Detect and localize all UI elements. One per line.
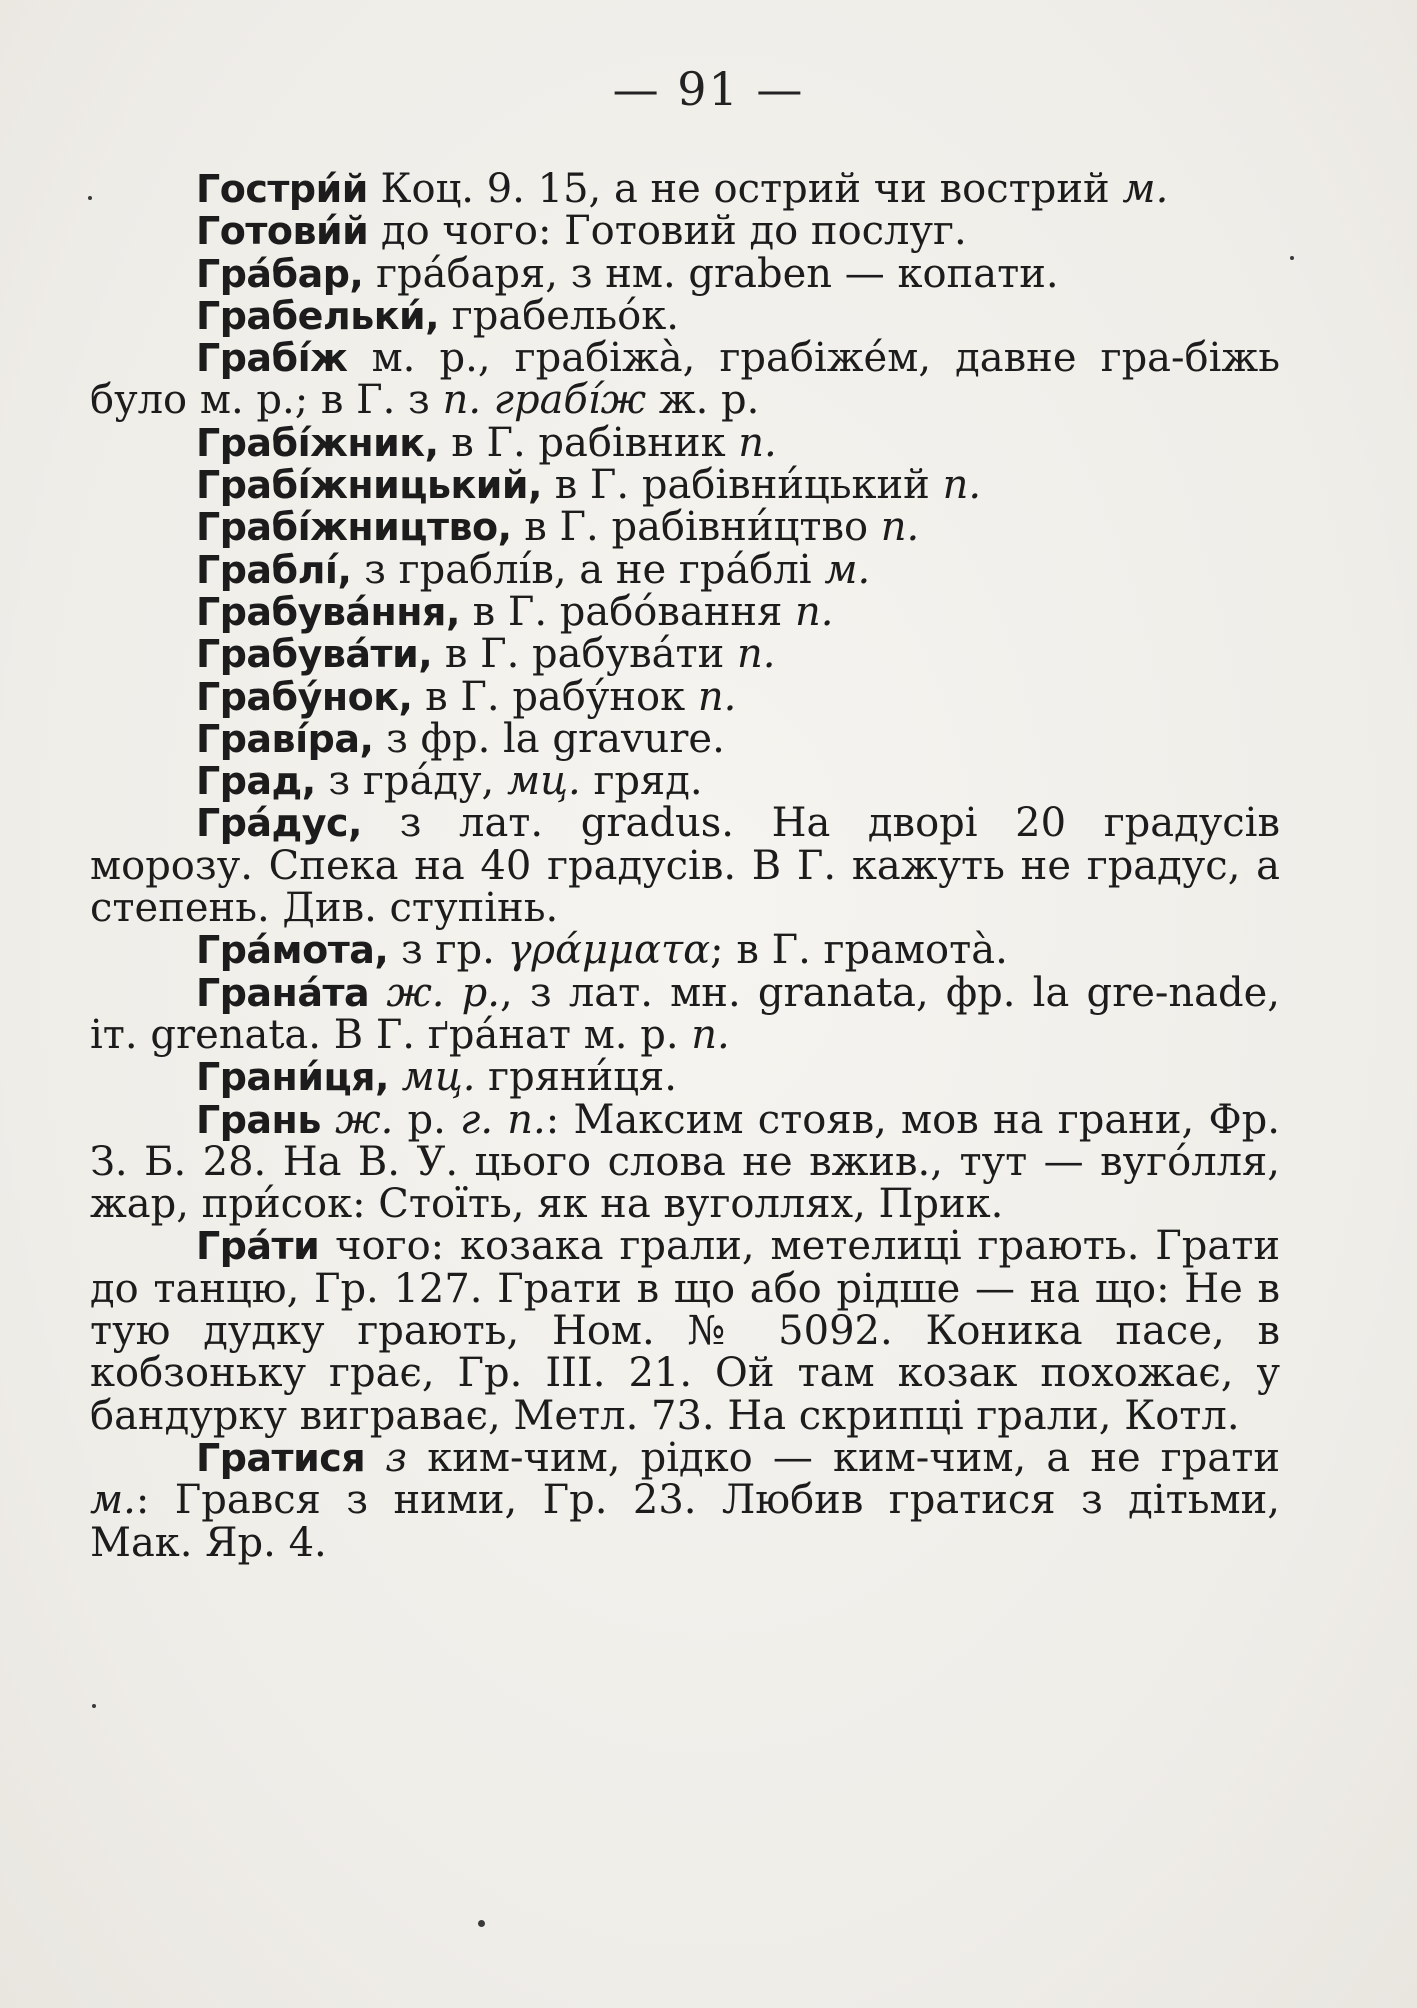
dictionary-entry: Гра́бар, гра́баря, з нм. graben — копати. [196,250,1059,297]
headword: Граблі́, [196,547,352,592]
headword: Грабельки́, [196,293,440,338]
entry-list [90,168,1280,1564]
paper-speck [478,1920,485,1927]
dictionary-entry: Грана́та ж. р., з лат. мн. granata, фр. la gre-nade, іт. grenata. В Г. ґра́нат м. р. п. [90,969,1280,1058]
headword: Град, [196,759,316,804]
headword: Гра́дус, [196,801,362,846]
dictionary-entry: Гратися з ким-чим, рідко — ким-чим, а не грати м.: Грався з ними, Гр. 23. Любив гратися з дітьми, Мак. Яр. 4. [90,1434,1280,1566]
headword: Грабі́жник, [196,420,439,465]
headword: Гра́мота, [196,928,389,973]
headword: Готови́й [196,209,369,254]
paper-speck [88,196,92,200]
dictionary-entry: Грань ж. р. г. п.: Максим стояв, мов на грани, Фр. З. Б. 28. На В. У. цього слова не вжив., тут — вуго́лля, жар, при́сок: Стоїть, як на вуголлях, Прик. [90,1096,1280,1228]
paper-speck [1290,256,1294,260]
headword: Гостри́й [196,167,368,211]
dictionary-entry: Град, з гра́ду, мц. гряд. [196,758,703,805]
dictionary-entry: Гра́дус, з лат. gradus. На дворі 20 градусів морозу. Спека на 40 градусів. В Г. кажуть не градус, а степень. Див. ступінь. [90,800,1280,932]
dictionary-entry: Грани́ця, мц. гряни́ця. [196,1054,677,1101]
headword: Грань [196,1097,321,1142]
dictionary-entry: Грабу́нок, в Г. рабу́нок п. [196,673,737,720]
headword: Грабі́жництво, [196,505,512,550]
dictionary-entry: Гра́ти чого: козака грали, метелиці грають. Грати до танцю, Гр. 127. Грати в що або рідше — на що: Не в тую дудку грають, Ном. № 5092. Коника пасе, в кобзоньку грає, Гр. III. 21. Ой там козак похожає, у бандурку виграває, Метл. 73. На скрипці грали, Котл. [90,1223,1280,1439]
headword: Граві́ра, [196,716,374,761]
dictionary-entry: Гра́мота, з гр. γράμματα; в Г. грамота̀. [196,927,1008,974]
page-number: — 91 — [612,62,805,116]
dictionary-entry: Гостри́й Коц. 9. 15, а не острий чи вострий м. [196,166,1169,212]
dictionary-entry: Грабельки́, грабельо́к. [196,292,679,339]
headword: Грабі́ж [196,336,348,381]
dictionary-entry: Граві́ра, з фр. la gravure. [196,715,725,762]
headword: Грана́та [196,970,370,1015]
dictionary-entry: Грабі́ж м. р., грабіжа̀, грабіже́м, давне гра-біжь було м. р.; в Г. з п. грабі́ж ж. р. [90,335,1280,424]
headword: Грабува́ння, [196,589,460,634]
headword: Гра́ти [196,1224,320,1269]
dictionary-entry: Грабува́ння, в Г. рабо́вання п. [196,588,834,635]
headword: Грабі́жницький, [196,463,542,508]
headword: Грабу́нок, [196,674,413,719]
dictionary-entry: Готови́й до чого: Готовий до послуг. [196,208,967,255]
headword: Грани́ця, [196,1055,389,1100]
paper-speck [92,1704,96,1708]
dictionary-entry: Граблі́, з граблі́в, а не гра́блі м. [196,546,871,593]
dictionary-entry: Грабува́ти, в Г. рабува́ти п. [196,631,776,678]
headword: Гратися [196,1435,366,1480]
headword: Грабува́ти, [196,632,433,677]
headword: Гра́бар, [196,251,364,296]
dictionary-entry: Грабі́жницький, в Г. рабівни́цький п. [196,462,982,509]
dictionary-entry: Грабі́жник, в Г. рабівник п. [196,419,777,466]
dictionary-entry: Грабі́жництво, в Г. рабівни́цтво п. [196,504,920,551]
